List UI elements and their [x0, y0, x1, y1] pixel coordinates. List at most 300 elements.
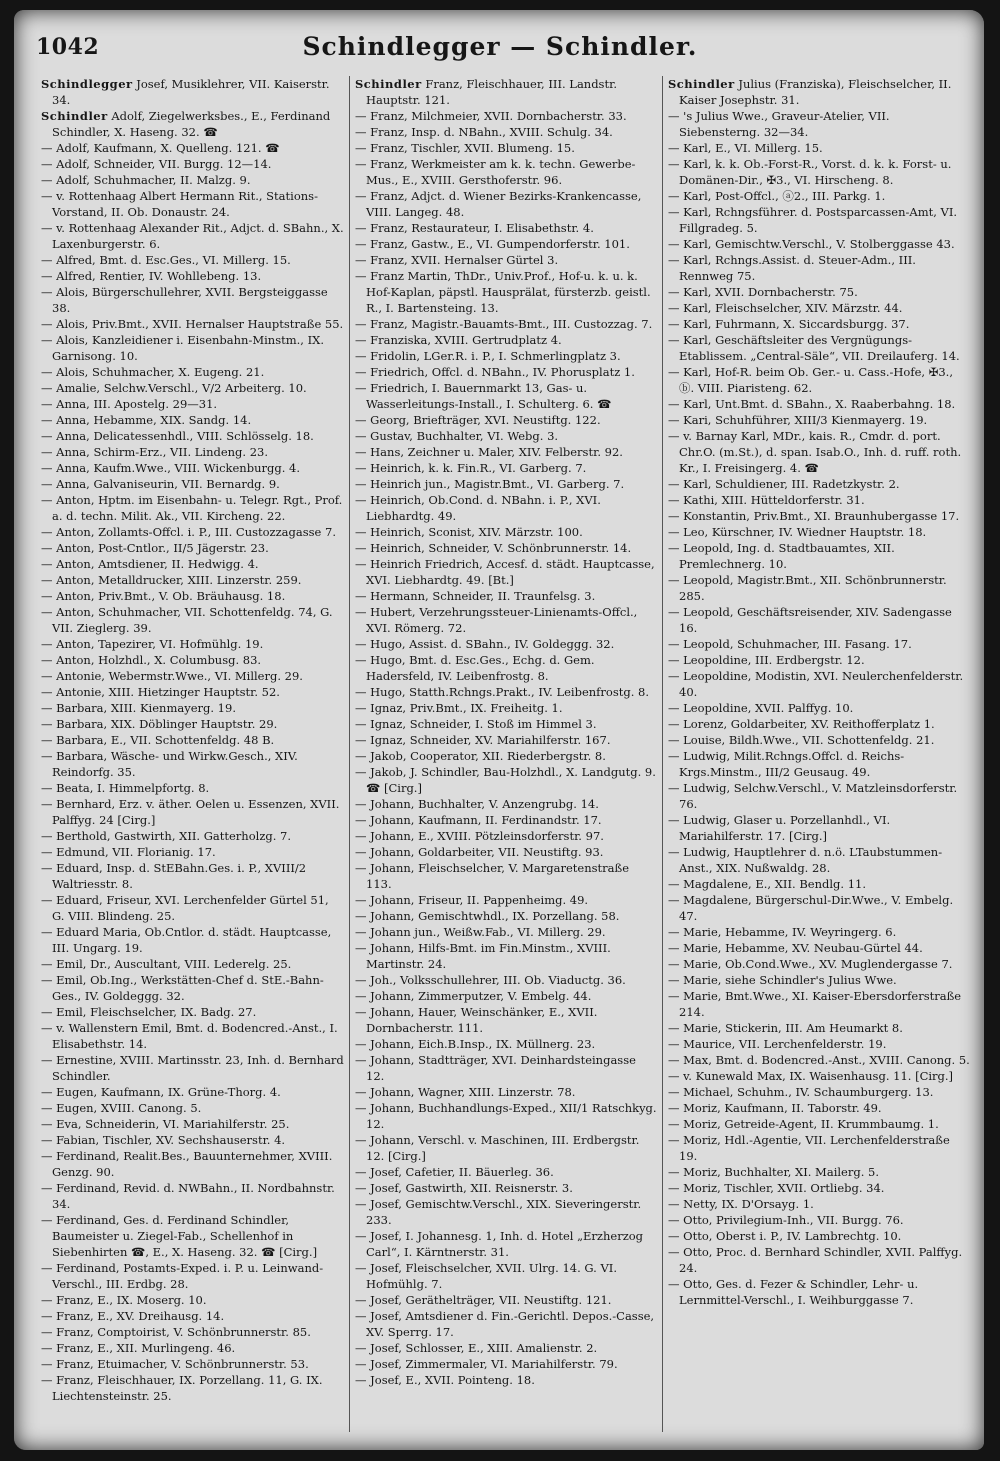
- directory-entry: [668, 412, 970, 428]
- directory-entry: [668, 1116, 970, 1132]
- directory-entry: [668, 156, 970, 188]
- directory-entry: [355, 140, 657, 156]
- directory-entry: [41, 1260, 344, 1292]
- directory-entry: [355, 732, 657, 748]
- entry-text: — Berthold, Gastwirth, XII. Gatterholzg. 7.: [41, 829, 292, 843]
- entry-text: — Anna, Hebamme, XIX. Sandg. 14.: [41, 413, 252, 427]
- directory-entry: [668, 1228, 970, 1244]
- entry-text: — Leo, Kürschner, IV. Wiedner Hauptstr. 18.: [668, 525, 927, 539]
- entry-text: — Anton, Holzhdl., X. Columbusg. 83.: [41, 653, 262, 667]
- entry-text: — Ludwig, Milit.Rchngs.Offcl. d. Reichs-Krgs.Minstm., III/2 Geusaug. 49.: [668, 749, 905, 779]
- directory-entry: [355, 1372, 657, 1388]
- directory-entry: [668, 892, 970, 924]
- entry-text: — Josef, I. Johannesg. 1, Inh. d. Hotel „Erzherzog Carl“, I. Kärntnerstr. 31.: [355, 1229, 644, 1259]
- directory-entry: [355, 684, 657, 700]
- directory-entry: [41, 1356, 344, 1372]
- directory-entry: [355, 1084, 657, 1100]
- directory-entry: [355, 1180, 657, 1196]
- directory-entry: [41, 1116, 344, 1132]
- entry-text: — Louise, Bildh.Wwe., VII. Schottenfeldg. 21.: [668, 733, 935, 747]
- directory-entry: [41, 828, 344, 844]
- entry-text: — Max, Bmt. d. Bodencred.-Anst., XVIII. Canong. 5.: [668, 1053, 970, 1067]
- entry-text: — Leopold, Magistr.Bmt., XII. Schönbrunnerstr. 285.: [668, 573, 947, 603]
- entry-text: — v. Rottenhaag Alexander Rit., Adjct. d. SBahn., X. Laxenburgerstr. 6.: [41, 221, 344, 251]
- entry-text: — Moriz, Kaufmann, II. Taborstr. 49.: [668, 1101, 882, 1115]
- entry-text: — Moriz, Hdl.-Agentie, VII. Lerchenfelderstraße 19.: [668, 1133, 950, 1163]
- entry-text: — Franz, Milchmeier, XVII. Dornbacherstr. 33.: [355, 109, 627, 123]
- directory-entry: [355, 252, 657, 268]
- directory-entry: [668, 492, 970, 508]
- entry-text: — Johann, Kaufmann, II. Ferdinandstr. 17.: [355, 813, 602, 827]
- directory-entry: [668, 604, 970, 636]
- entry-text: — 's Julius Wwe., Graveur-Atelier, VII. Siebensterng. 32—34.: [668, 109, 890, 139]
- entry-text: — Hubert, Verzehrungssteuer-Linienamts-Offcl., XVI. Römerg. 72.: [355, 605, 638, 635]
- entry-text: — Johann, Goldarbeiter, VII. Neustiftg. 93.: [355, 845, 604, 859]
- entry-text: — Moriz, Tischler, XVII. Ortliebg. 34.: [668, 1181, 885, 1195]
- entry-text: — Edmund, VII. Florianig. 17.: [41, 845, 216, 859]
- directory-entry: [41, 364, 344, 380]
- entry-text: — Johann, Buchhalter, V. Anzengrubg. 14.: [355, 797, 599, 811]
- entry-text: — Heinrich jun., Magistr.Bmt., VI. Garberg. 7.: [355, 477, 625, 491]
- page-header: [36, 30, 964, 64]
- entry-text: — Josef, E., XVII. Pointeng. 18.: [355, 1373, 535, 1387]
- entry-text: — Emil, Dr., Auscultant, VIII. Lederelg. 25.: [41, 957, 292, 971]
- entry-text: — Friedrich, I. Bauernmarkt 13, Gas- u. Wasserleitungs-Install., I. Schulterg. 6. ☎: [355, 381, 612, 411]
- entry-text: — Leopoldine, Modistin, XVI. Neulerchenfelderstr. 40.: [668, 669, 964, 699]
- directory-entry: [355, 828, 657, 844]
- directory-entry: [355, 940, 657, 972]
- entry-text: — Anna, III. Apostelg. 29—31.: [41, 397, 218, 411]
- directory-entry: [355, 988, 657, 1004]
- entry-text: — Eduard, Insp. d. StEBahn.Ges. i. P., XVIII/2 Waltriesstr. 8.: [41, 861, 307, 891]
- directory-entry: [355, 492, 657, 524]
- directory-entry: [355, 412, 657, 428]
- directory-entry: [41, 460, 344, 476]
- entry-text: — Karl, Geschäftsleiter des Vergnügungs-Etablissem. „Central-Säle“, VII. Dreilauferg. 14.: [668, 333, 960, 363]
- entry-text: — Franz, Werkmeister am k. k. techn. Gewerbe-Mus., E., XVIII. Gersthoferstr. 96.: [355, 157, 636, 187]
- directory-entry: [41, 524, 344, 540]
- entry-text: — Lorenz, Goldarbeiter, XV. Reithofferplatz 1.: [668, 717, 935, 731]
- entry-text: — Leopoldine, III. Erdbergstr. 12.: [668, 653, 865, 667]
- directory-entry: [355, 1260, 657, 1292]
- entry-text: — v. Barnay Karl, MDr., kais. R., Cmdr. d. port. Chr.O. (m.St.), d. span. Isab.O., Inh. d. ruff. roth. Kr., I. Freisingerg. 4. ☎: [668, 429, 962, 475]
- entry-text: — Ludwig, Hauptlehrer d. n.ö. LTaubstummen-Anst., XIX. Nußwaldg. 28.: [668, 845, 943, 875]
- entry-text: — Ferdinand, Postamts-Exped. i. P. u. Leinwand-Verschl., III. Erdbg. 28.: [41, 1261, 324, 1291]
- entry-text: — Marie, Hebamme, XV. Neubau-Gürtel 44.: [668, 941, 923, 955]
- directory-entry: [668, 284, 970, 300]
- directory-entry: [355, 460, 657, 476]
- entry-text: — Anton, Tapezirer, VI. Hofmühlg. 19.: [41, 637, 264, 651]
- directory-entry: [668, 1244, 970, 1276]
- directory-entry: [41, 540, 344, 556]
- entry-text: — Leopold, Schuhmacher, III. Fasang. 17.: [668, 637, 912, 651]
- entry-text: — Karl, Schuldiener, III. Radetzkystr. 2.: [668, 477, 900, 491]
- directory-entry: [355, 972, 657, 988]
- directory-entry: [668, 188, 970, 204]
- entry-text: — Netty, IX. D'Orsayg. 1.: [668, 1197, 814, 1211]
- entry-text: — Gustav, Buchhalter, VI. Webg. 3.: [355, 429, 559, 443]
- directory-entry: [668, 572, 970, 604]
- directory-entry: [41, 636, 344, 652]
- column-left: [36, 76, 349, 1432]
- entry-text: — Adolf, Kaufmann, X. Quelleng. 121. ☎: [41, 141, 280, 155]
- directory-entry: [41, 1340, 344, 1356]
- directory-entry: [355, 652, 657, 684]
- entry-text: — Anton, Schuhmacher, VII. Schottenfeldg. 74, G. VII. Zieglerg. 39.: [41, 605, 333, 635]
- directory-entry: [41, 1100, 344, 1116]
- entry-text: — Leopold, Geschäftsreisender, XIV. Sadengasse 16.: [668, 605, 952, 635]
- entry-text: — Otto, Oberst i. P., IV. Lambrechtg. 10.: [668, 1229, 902, 1243]
- entry-text: — Franz, XVII. Hernalser Gürtel 3.: [355, 253, 559, 267]
- entry-text: — Josef, Schlosser, E., XIII. Amalienstr. 2.: [355, 1341, 598, 1355]
- directory-entry: [355, 380, 657, 412]
- directory-entry: [41, 796, 344, 828]
- directory-entry: [355, 1132, 657, 1164]
- directory-entry: [41, 396, 344, 412]
- directory-entry: [355, 220, 657, 236]
- entry-text: — Kari, Schuhführer, XIII/3 Kienmayerg. 19.: [668, 413, 928, 427]
- entry-text: — Franz, Magistr.-Bauamts-Bmt., III. Custozzag. 7.: [355, 317, 653, 331]
- directory-entry: [41, 1004, 344, 1020]
- entry-text: — Jakob, J. Schindler, Bau-Holzhdl., X. Landgutg. 9. ☎ [Cirg.]: [355, 765, 656, 795]
- entry-surname: Schindler: [355, 77, 422, 91]
- entry-text: — Moriz, Getreide-Agent, II. Krummbaumg. 1.: [668, 1117, 939, 1131]
- directory-entry: [668, 748, 970, 780]
- entry-text: — Marie, Stickerin, III. Am Heumarkt 8.: [668, 1021, 903, 1035]
- directory-entry: [41, 844, 344, 860]
- entry-text: — Johann, Fleischselcher, V. Margaretenstraße 113.: [355, 861, 630, 891]
- directory-entry: [668, 508, 970, 524]
- entry-text: — Eduard Maria, Ob.Cntlor. d. städt. Hauptcasse, III. Ungarg. 19.: [41, 925, 332, 955]
- directory-entry: [668, 428, 970, 476]
- directory-entry: [668, 300, 970, 316]
- entry-text: — Franz, E., XV. Dreihausg. 14.: [41, 1309, 225, 1323]
- entry-text: — Ferdinand, Revid. d. NWBahn., II. Nordbahnstr. 34.: [41, 1181, 335, 1211]
- entry-text: — Emil, Ob.Ing., Werkstätten-Chef d. StE.-Bahn-Ges., IV. Goldeggg. 32.: [41, 973, 324, 1003]
- entry-text: — Marie, siehe Schindler's Julius Wwe.: [668, 973, 897, 987]
- entry-text: — Ferdinand, Ges. d. Ferdinand Schindler, Baumeister u. Ziegel-Fab., Schellenhof in Siebenhirten ☎, E., X. Haseng. 32. ☎ [Cirg.]: [41, 1213, 318, 1259]
- directory-entry: [668, 956, 970, 972]
- entry-text: — Magdalene, E., XII. Bendlg. 11.: [668, 877, 866, 891]
- directory-entry: [41, 1324, 344, 1340]
- directory-entry: [668, 1276, 970, 1308]
- directory-entry: [41, 588, 344, 604]
- entry-text: — Antonie, Webermstr.Wwe., VI. Millerg. 29.: [41, 669, 303, 683]
- directory-entry: [355, 76, 657, 108]
- directory-entry: [668, 140, 970, 156]
- directory-entry: [41, 76, 344, 108]
- entry-text: — Ludwig, Glaser u. Porzellanhdl., VI. Mariahilferstr. 17. [Cirg.]: [668, 813, 891, 843]
- directory-entry: [355, 588, 657, 604]
- directory-entry: [355, 716, 657, 732]
- entry-text: — Otto, Ges. d. Fezer & Schindler, Lehr- u. Lernmittel-Verschl., I. Weihburggasse 7.: [668, 1277, 919, 1307]
- directory-entry: [41, 1052, 344, 1084]
- entry-text: — Johann, Verschl. v. Maschinen, III. Erdbergstr. 12. [Cirg.]: [355, 1133, 640, 1163]
- entry-text: — Johann, Friseur, II. Pappenheimg. 49.: [355, 893, 589, 907]
- entry-text: — Adolf, Schneider, VII. Burgg. 12—14.: [41, 157, 272, 171]
- directory-entry: [355, 476, 657, 492]
- entry-text: — Alois, Kanzleidiener i. Eisenbahn-Minstm., IX. Garnisong. 10.: [41, 333, 324, 363]
- directory-entry: [41, 972, 344, 1004]
- directory-entry: [41, 732, 344, 748]
- directory-entry: [355, 604, 657, 636]
- directory-entry: [668, 940, 970, 956]
- directory-entry: [355, 1164, 657, 1180]
- directory-entry: [41, 860, 344, 892]
- entry-text: — Bernhard, Erz. v. äther. Oelen u. Essenzen, XVII. Palffyg. 24 [Cirg.]: [41, 797, 340, 827]
- directory-entry: [668, 524, 970, 540]
- entry-text: — Karl, Fleischselcher, XIV. Märzstr. 44.: [668, 301, 903, 315]
- directory-entry: [355, 156, 657, 188]
- directory-entry: [355, 348, 657, 364]
- directory-entry: [41, 572, 344, 588]
- entry-text: — Alfred, Rentier, IV. Wohllebeng. 13.: [41, 269, 262, 283]
- entry-text: — Karl, E., VI. Millerg. 15.: [668, 141, 823, 155]
- directory-entry: [355, 1308, 657, 1340]
- directory-entry: [668, 780, 970, 812]
- directory-entry: [355, 108, 657, 124]
- directory-entry: [41, 748, 344, 780]
- directory-entry: [355, 748, 657, 764]
- entry-text: — Anna, Schirm-Erz., VII. Lindeng. 23.: [41, 445, 269, 459]
- entry-text: — Franz, Etuimacher, V. Schönbrunnerstr. 53.: [41, 1357, 309, 1371]
- directory-entry: [41, 316, 344, 332]
- entry-text: — Heinrich, Sconist, XIV. Märzstr. 100.: [355, 525, 583, 539]
- directory-entry: [668, 876, 970, 892]
- directory-entry: [668, 364, 970, 396]
- directory-entry: [355, 908, 657, 924]
- entry-text: — Eugen, Kaufmann, IX. Grüne-Thorg. 4.: [41, 1085, 281, 1099]
- entry-text: — Franz, E., IX. Moserg. 10.: [41, 1293, 207, 1307]
- entry-text: — Heinrich Friedrich, Accesf. d. städt. Hauptcasse, XVI. Liebhardtg. 49. [Bt.]: [355, 557, 655, 587]
- entry-text: — Karl, Hof-R. beim Ob. Ger.- u. Cass.-Hofe, ✠3., ⓑ. VIII. Piaristeng. 62.: [668, 365, 953, 395]
- entry-text: — Heinrich, Ob.Cond. d. NBahn. i. P., XVI. Liebhardtg. 49.: [355, 493, 601, 523]
- entry-text: — Friedrich, Offcl. d. NBahn., IV. Phorusplatz 1.: [355, 365, 635, 379]
- directory-entry: [41, 156, 344, 172]
- entry-text: — Eugen, XVIII. Canong. 5.: [41, 1101, 202, 1115]
- entry-text: — Josef, Fleischselcher, XVII. Ulrg. 14. G. VI. Hofmühlg. 7.: [355, 1261, 617, 1291]
- directory-entry: [668, 252, 970, 284]
- entry-text: — Ignaz, Schneider, I. Stoß im Himmel 3.: [355, 717, 597, 731]
- entry-text: — Ignaz, Priv.Bmt., IX. Freiheitg. 1.: [355, 701, 563, 715]
- entry-text: — Georg, Briefträger, XVI. Neustiftg. 122.: [355, 413, 601, 427]
- directory-entry: [41, 476, 344, 492]
- entry-text: — v. Wallenstern Emil, Bmt. d. Bodencred.-Anst., I. Elisabethstr. 14.: [41, 1021, 338, 1051]
- entry-text: — Josef, Zimmermaler, VI. Mariahilferstr. 79.: [355, 1357, 618, 1371]
- directory-entry: [668, 1132, 970, 1164]
- directory-entry: [41, 604, 344, 636]
- directory-entry: [41, 252, 344, 268]
- directory-entry: [41, 108, 344, 140]
- entry-text: — Anton, Hptm. im Eisenbahn- u. Telegr. Rgt., Prof. a. d. techn. Milit. Ak., VII. Kircheng. 22.: [41, 493, 343, 523]
- entry-text: — Karl, Unt.Bmt. d. SBahn., X. Raaberbahng. 18.: [668, 397, 956, 411]
- directory-entry: [41, 284, 344, 316]
- entry-text: — Anna, Galvaniseurin, VII. Bernardg. 9.: [41, 477, 280, 491]
- directory-entry: [668, 76, 970, 108]
- directory-entry: [355, 1004, 657, 1036]
- entry-text: — Franz, Restaurateur, I. Elisabethstr. 4.: [355, 221, 594, 235]
- directory-entry: [668, 812, 970, 844]
- entry-text: — Karl, XVII. Dornbacherstr. 75.: [668, 285, 858, 299]
- entry-text: — Johann, Stadtträger, XVI. Deinhardsteingasse 12.: [355, 1053, 636, 1083]
- directory-entry: [355, 332, 657, 348]
- entry-text: — v. Kunewald Max, IX. Waisenhausg. 11. [Cirg.]: [668, 1069, 954, 1083]
- entry-text: — Ignaz, Schneider, XV. Mariahilferstr. 167.: [355, 733, 611, 747]
- directory-entry: [355, 1228, 657, 1260]
- entry-text: — Emil, Fleischselcher, IX. Badg. 27.: [41, 1005, 257, 1019]
- entry-text: — Franz Martin, ThDr., Univ.Prof., Hof-u. k. u. k. Hof-Kaplan, päpstl. Hausprälat, fürsterzb. geistl. R., I. Bartensteing. 13.: [355, 269, 651, 315]
- directory-entry: [41, 188, 344, 220]
- directory-entry: [41, 140, 344, 156]
- directory-entry: [668, 108, 970, 140]
- entry-text: — Johann, Hauer, Weinschänker, E., XVII. Dornbacherstr. 111.: [355, 1005, 598, 1035]
- column-right: [662, 76, 975, 1432]
- directory-entry: [41, 1020, 344, 1052]
- directory-entry: [41, 428, 344, 444]
- entry-text: — Anton, Post-Cntlor., II/5 Jägerstr. 23.: [41, 541, 269, 555]
- entry-text: — Johann, Buchhandlungs-Exped., XII/1 Ratschkyg. 12.: [355, 1101, 657, 1131]
- entry-text: — Johann, Gemischtwhdl., IX. Porzellang. 58.: [355, 909, 620, 923]
- directory-entry: [41, 556, 344, 572]
- directory-entry: [41, 700, 344, 716]
- directory-entry: [355, 860, 657, 892]
- directory-entry: [41, 1084, 344, 1100]
- directory-entry: [355, 1036, 657, 1052]
- entry-text: — Barbara, E., VII. Schottenfeldg. 48 B.: [41, 733, 275, 747]
- entry-text: — Ludwig, Selchw.Verschl., V. Matzleinsdorferstr. 76.: [668, 781, 958, 811]
- entry-text: — Karl, Fuhrmann, X. Siccardsburgg. 37.: [668, 317, 910, 331]
- directory-entry: [41, 172, 344, 188]
- entry-text: — Michael, Schuhm., IV. Schaumburgerg. 13.: [668, 1085, 934, 1099]
- entry-text: — Johann, Eich.B.Insp., IX. Müllnerg. 23.: [355, 1037, 596, 1051]
- entry-text: — Johann, Zimmerputzer, V. Embelg. 44.: [355, 989, 592, 1003]
- directory-entry: [355, 1196, 657, 1228]
- entry-text: — Jakob, Cooperator, XII. Riederbergstr. 8.: [355, 749, 606, 763]
- directory-entry: [41, 1372, 344, 1404]
- directory-entry: [355, 124, 657, 140]
- entry-text: — Amalie, Selchw.Verschl., V/2 Arbeiterg. 10.: [41, 381, 307, 395]
- directory-entry: [355, 796, 657, 812]
- directory-entry: [41, 1148, 344, 1180]
- directory-entry: [668, 1084, 970, 1100]
- directory-entry: [668, 988, 970, 1020]
- entry-text: — Hugo, Statth.Rchngs.Prakt., IV. Leibenfrostg. 8.: [355, 685, 650, 699]
- entry-text: — v. Rottenhaag Albert Hermann Rit., Stations-Vorstand, II. Ob. Donaustr. 24.: [41, 189, 318, 219]
- directory-entry: [355, 892, 657, 908]
- running-head: Schindlegger — Schindler.: [302, 32, 698, 61]
- entry-text: — Karl, Rchngs.Assist. d. Steuer-Adm., III. Rennweg 75.: [668, 253, 916, 283]
- directory-entry: [668, 668, 970, 700]
- entry-text: — Johann jun., Weißw.Fab., VI. Millerg. 29.: [355, 925, 606, 939]
- entry-text: — Hermann, Schneider, II. Traunfelsg. 3.: [355, 589, 596, 603]
- directory-entry: [668, 652, 970, 668]
- entry-text: — Joh., Volksschullehrer, III. Ob. Viaductg. 36.: [355, 973, 626, 987]
- directory-entry: [668, 1164, 970, 1180]
- directory-entry: [668, 924, 970, 940]
- entry-text: — Eva, Schneiderin, VI. Mariahilferstr. 25.: [41, 1117, 290, 1131]
- directory-entry: [668, 332, 970, 364]
- entry-text: — Anna, Delicatessenhdl., VIII. Schlösselg. 18.: [41, 429, 314, 443]
- entry-text: — Magdalene, Bürgerschul-Dir.Wwe., V. Embelg. 47.: [668, 893, 954, 923]
- directory-entry: [41, 220, 344, 252]
- directory-entry: [355, 268, 657, 316]
- directory-entry: [41, 444, 344, 460]
- entry-text: — Josef, Gastwirth, XII. Reisnerstr. 3.: [355, 1181, 573, 1195]
- directory-entry: [355, 812, 657, 828]
- entry-text: — Ferdinand, Realit.Bes., Bauunternehmer, XVIII. Genzg. 90.: [41, 1149, 333, 1179]
- directory-entry: [668, 1036, 970, 1052]
- directory-entry: [41, 1180, 344, 1212]
- entry-text: — Alois, Priv.Bmt., XVII. Hernalser Hauptstraße 55.: [41, 317, 344, 331]
- directory-entry: [41, 412, 344, 428]
- entry-text: — Franz, Fleischhauer, IX. Porzellang. 11, G. IX. Liechtensteinstr. 25.: [41, 1373, 323, 1403]
- entry-text: — Hugo, Bmt. d. Esc.Ges., Echg. d. Gem. Hadersfeld, IV. Leibenfrostg. 8.: [355, 653, 595, 683]
- entry-text: — Marie, Bmt.Wwe., XI. Kaiser-Ebersdorferstraße 214.: [668, 989, 962, 1019]
- directory-entry: [355, 636, 657, 652]
- entry-text: — Alois, Schuhmacher, X. Eugeng. 21.: [41, 365, 265, 379]
- entry-text: Adolf, Ziegelwerksbes., E., Ferdinand Schindler, X. Haseng. 32. ☎: [52, 109, 331, 139]
- entry-text: — Fabian, Tischler, XV. Sechshauserstr. 4.: [41, 1133, 286, 1147]
- entry-text: — Hans, Zeichner u. Maler, XIV. Felberstr. 92.: [355, 445, 623, 459]
- entry-text: — Alois, Bürgerschullehrer, XVII. Bergsteiggasse 38.: [41, 285, 328, 315]
- directory-entry: [668, 396, 970, 412]
- directory-entry: [41, 668, 344, 684]
- directory-entry: [355, 844, 657, 860]
- directory-entry: [355, 428, 657, 444]
- directory-entry: [41, 652, 344, 668]
- directory-entry: [355, 236, 657, 252]
- entry-text: — Johann, Wagner, XIII. Linzerstr. 78.: [355, 1085, 576, 1099]
- entry-text: — Franz, Insp. d. NBahn., XVIII. Schulg. 34.: [355, 125, 613, 139]
- entry-text: — Josef, Gemischtw.Verschl., XIX. Sieveringerstr. 233.: [355, 1197, 642, 1227]
- entry-text: — Adolf, Schuhmacher, II. Malzg. 9.: [41, 173, 251, 187]
- entry-text: — Antonie, XIII. Hietzinger Hauptstr. 52.: [41, 685, 280, 699]
- entry-text: — Barbara, XIII. Kienmayerg. 19.: [41, 701, 236, 715]
- entry-text: — Franziska, XVIII. Gertrudplatz 4.: [355, 333, 562, 347]
- directory-entry: [41, 924, 344, 956]
- directory-entry: [355, 764, 657, 796]
- directory-entry: [355, 540, 657, 556]
- directory-entry: [668, 236, 970, 252]
- directory-entry: [355, 188, 657, 220]
- entry-surname: Schindler: [668, 77, 735, 91]
- entry-text: — Marie, Ob.Cond.Wwe., XV. Muglendergasse 7.: [668, 957, 953, 971]
- directory-entry: [668, 636, 970, 652]
- entry-text: — Ernestine, XVIII. Martinsstr. 23, Inh. d. Bernhard Schindler.: [41, 1053, 344, 1083]
- directory-entry: [41, 684, 344, 700]
- entry-text: — Barbara, Wäsche- und Wirkw.Gesch., XIV. Reindorfg. 35.: [41, 749, 298, 779]
- entry-text: — Franz, Gastw., E., VI. Gumpendorferstr. 101.: [355, 237, 630, 251]
- entry-text: — Karl, k. k. Ob.-Forst-R., Vorst. d. k. k. Forst- u. Domänen-Dir., ✠3., VI. Hirscheng. 8.: [668, 157, 952, 187]
- directory-entry: [668, 316, 970, 332]
- entry-text: Franz, Fleischhauer, III. Landstr. Hauptstr. 121.: [366, 77, 617, 107]
- directory-entry: [41, 1132, 344, 1148]
- directory-entry: [668, 1212, 970, 1228]
- entry-text: — Moriz, Buchhalter, XI. Mailerg. 5.: [668, 1165, 879, 1179]
- directory-entry: [355, 700, 657, 716]
- directory-entry: [355, 364, 657, 380]
- directory-entry: [41, 956, 344, 972]
- directory-entry: [355, 1100, 657, 1132]
- directory-entry: [355, 316, 657, 332]
- directory-entry: [41, 268, 344, 284]
- entry-text: — Anton, Zollamts-Offcl. i. P., III. Custozzagasse 7.: [41, 525, 336, 539]
- directory-entry: [668, 844, 970, 876]
- entry-text: — Johann, Hilfs-Bmt. im Fin.Minstm., XVIII. Martinstr. 24.: [355, 941, 611, 971]
- directory-entry: [668, 732, 970, 748]
- directory-entry: [668, 1196, 970, 1212]
- entry-text: — Konstantin, Priv.Bmt., XI. Braunhubergasse 17.: [668, 509, 960, 523]
